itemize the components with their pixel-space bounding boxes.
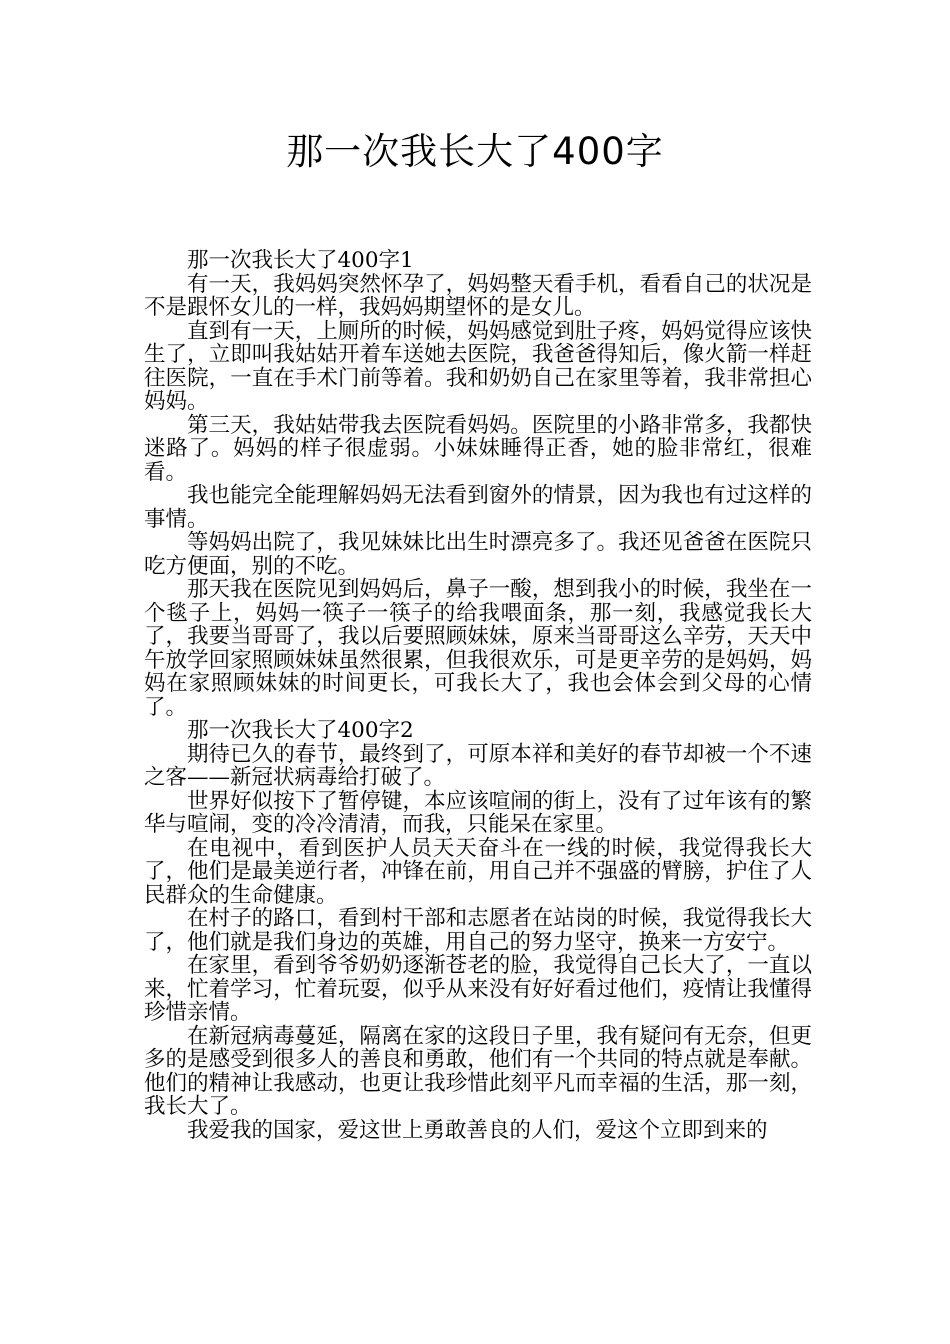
paragraph: 我也能完全能理解妈妈无法看到窗外的情景，因为我也有过这样的事情。	[144, 483, 812, 532]
paragraph: 有一天，我妈妈突然怀孕了，妈妈整天看手机，看看自己的状况是不是跟怀女儿的一样，我妈妈期望怀的是女儿。	[144, 271, 812, 320]
paragraph: 期待已久的春节，最终到了，可原本祥和美好的春节却被一个不速之客——新冠状病毒给打破了。	[144, 741, 812, 790]
paragraph: 等妈妈出院了，我见妹妹比出生时漂亮多了。我还见爸爸在医院只吃方便面，别的不吃。	[144, 530, 812, 579]
paragraph: 在电视中，看到医护人员天天奋斗在一线的时候，我觉得我长大了，他们是最美逆行者，冲锋在前，用自己并不强盛的臂膀，护住了人民群众的生命健康。	[144, 835, 812, 908]
paragraph: 第三天，我姑姑带我去医院看妈妈。医院里的小路非常多，我都快迷路了。妈妈的样子很虚弱。小妹妹睡得正香，她的脸非常红，很难看。	[144, 412, 812, 485]
paragraph: 我爱我的国家，爱这世上勇敢善良的人们，爱这个立即到来的	[187, 1117, 768, 1143]
paragraph: 在村子的路口，看到村干部和志愿者在站岗的时候，我觉得我长大了，他们就是我们身边的英雄，用自己的努力坚守，换来一方安宁。	[144, 906, 812, 955]
paragraph: 在家里，看到爷爷奶奶逐渐苍老的脸，我觉得自己长大了，一直以来，忙着学习，忙着玩耍，似乎从来没有好好看过他们，疫情让我懂得珍惜亲情。	[144, 953, 812, 1025]
paragraph: 在新冠病毒蔓延，隔离在家的这段日子里，我有疑问有无奈，但更多的是感受到很多人的善良和勇敢，他们有一个共同的特点就是奉献。他们的精神让我感动，也更让我珍惜此刻平凡而幸福的生活，那一刻，我长大了。	[144, 1023, 812, 1119]
paragraph: 直到有一天，上厕所的时候，妈妈感觉到肚子疼，妈妈觉得应该快生了，立即叫我姑姑开着车送她去医院，我爸爸得知后，像火箭一样赶往医院，一直在手术门前等着。我和奶奶自己在家里等着，我非常担心妈妈。	[144, 318, 812, 414]
heading-part-1: 那一次我长大了400字1	[187, 248, 414, 273]
document-title: 那一次我长大了400字	[286, 130, 664, 173]
paragraph: 那天我在医院见到妈妈后，鼻子一酸，想到我小的时候，我坐在一个毯子上，妈妈一筷子一筷子的给我喂面条，那一刻，我感觉我长大了，我要当哥哥了，我以后要照顾妹妹，原来当哥哥这么辛劳，天天中午放学回家照顾妹妹虽然很累，但我很欢乐，可是更辛劳的是妈妈，妈妈在家照顾妹妹的时间更长，可我长大了，我也会体会到父母的心情了。	[144, 577, 812, 720]
document-body	[144, 249, 812, 1142]
paragraph: 世界好似按下了暂停键，本应该喧闹的街上，没有了过年该有的繁华与喧闹，变的冷冷清清，而我，只能呆在家里。	[144, 788, 812, 837]
heading-part-2: 那一次我长大了400字2	[187, 718, 414, 743]
